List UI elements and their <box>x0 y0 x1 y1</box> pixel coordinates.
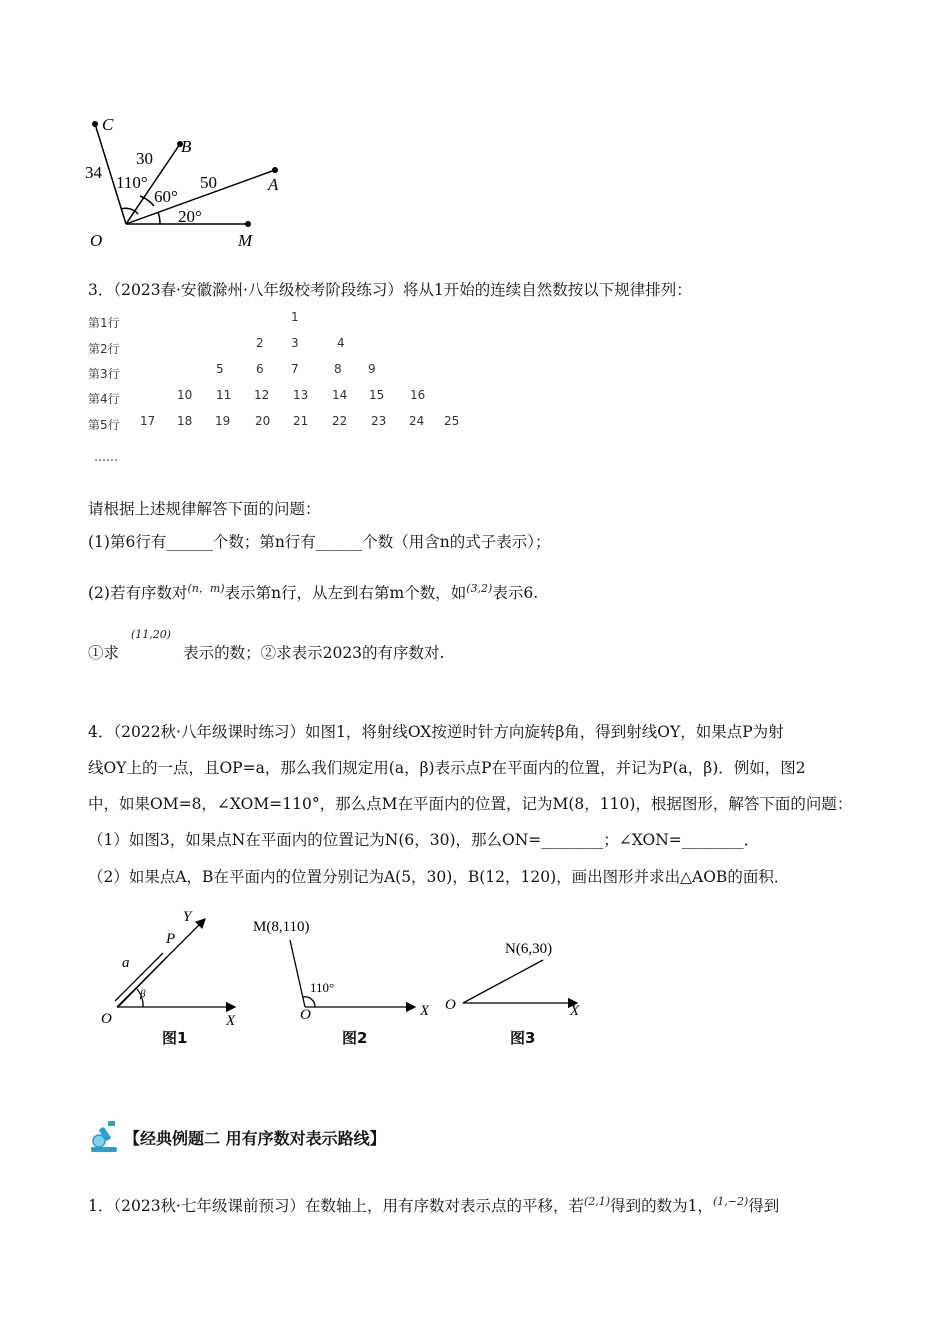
label-34: 34 <box>85 163 102 182</box>
point-c <box>92 121 98 127</box>
q4-line2: 线OY上的一点，且OP=a，那么我们规定用(a，β)表示点P在平面内的位置，并记为P(a，β)．例如，图2 <box>88 759 806 777</box>
fig2-label-x: X <box>420 1003 430 1019</box>
cell-num: 19 <box>215 414 231 428</box>
label-20deg: 20° <box>178 207 202 226</box>
cell-num: 15 <box>369 388 385 402</box>
fig1-label-o: O <box>101 1011 112 1027</box>
microscope-icon <box>88 1120 122 1156</box>
label-60deg: 60° <box>154 187 178 206</box>
row-label: 第5行 <box>88 418 120 432</box>
ordered-pair: (2,1) <box>584 1195 611 1208</box>
number-triangle <box>88 310 488 470</box>
text: (2)若有序数对 <box>88 584 188 603</box>
cell-num: 17 <box>140 414 156 428</box>
fig3-label-x: X <box>570 1003 580 1019</box>
text: 得到 <box>748 1197 780 1216</box>
label-o: O <box>90 231 103 250</box>
point-m <box>245 221 251 227</box>
ordered-pair: (1,−2) <box>712 1195 749 1208</box>
text: ①求 <box>88 644 120 663</box>
ordered-pair: (11,20) <box>131 628 172 641</box>
cell-num: 3 <box>291 336 299 350</box>
q4-line1: 4．（2022秋·八年级课时练习）如图1，将射线OX按逆时针方向旋转β角，得到射线OY，如果点P为射 <box>88 723 784 741</box>
arc-20 <box>158 212 160 224</box>
section-heading: 【经典例题二 用有序数对表示路线】 <box>124 1129 386 1148</box>
fig2-caption: 图2 <box>342 1029 368 1047</box>
cell-num: 11 <box>216 388 232 402</box>
fig1-label-y: Y <box>183 909 192 925</box>
cell-num: 21 <box>293 414 309 428</box>
cell-num: 6 <box>256 362 264 376</box>
text: 表示6. <box>492 584 539 603</box>
cell-num: 7 <box>291 362 299 376</box>
row-label: 第2行 <box>88 342 120 356</box>
cell-num: 13 <box>293 388 309 402</box>
ordered-pair: (n，m) <box>187 582 225 595</box>
row-label: 第4行 <box>88 392 120 406</box>
cell-num: 20 <box>255 414 271 428</box>
cell-num: 14 <box>332 388 348 402</box>
cell-num: 5 <box>216 362 224 376</box>
q3-part2 <box>88 578 538 604</box>
fig1-label-a: a <box>122 955 130 971</box>
fig3-ray-on <box>463 960 543 1003</box>
section2-q1 <box>88 1191 779 1217</box>
label-110deg: 110° <box>116 173 148 192</box>
cell-num: 24 <box>409 414 425 428</box>
text: 表示第n行，从左到右第m个数，如 <box>224 584 467 603</box>
cell-num: 18 <box>177 414 193 428</box>
label-b: B <box>181 137 192 156</box>
cell-num: 2 <box>256 336 264 350</box>
row-label: 第1行 <box>88 316 120 330</box>
row-label: 第3行 <box>88 367 120 381</box>
fig1-label-beta: β <box>140 988 146 1000</box>
fig1-label-p: P <box>166 931 176 947</box>
q4-line5: （2）如果点A，B在平面内的位置分别记为A(5，30)，B(12，120)，画出图形并求出△AOB的面积． <box>88 868 790 886</box>
cell-num: 8 <box>334 362 342 376</box>
ordered-pair: (3,2) <box>466 582 493 595</box>
fig2-label-m: M(8,110) <box>253 919 310 935</box>
fig3-label-o: O <box>445 997 456 1013</box>
cell-num: 9 <box>368 362 376 376</box>
cell-num: 22 <box>332 414 348 428</box>
q3-intro: 请根据上述规律解答下面的问题： <box>88 500 321 518</box>
cell-num: 12 <box>254 388 270 402</box>
text: 1．（2023秋·七年级课前预习）在数轴上，用有序数对表示点的平移，若 <box>88 1197 584 1216</box>
q3-part3 <box>88 628 445 664</box>
fig3-label-n: N(6,30) <box>505 941 553 957</box>
ellipsis: …… <box>94 450 118 464</box>
cell-num: 1 <box>291 310 299 324</box>
fig2-label-o: O <box>300 1007 311 1023</box>
label-50: 50 <box>200 173 217 192</box>
q3-part1: (1)第6行有______个数；第n行有______个数（用含n的式子表示）； <box>88 533 551 551</box>
figures-row <box>95 905 605 1030</box>
q3-title: 3．（2023春·安徽滁州·八年级校考阶段练习）将从1开始的连续自然数按以下规律排列： <box>88 281 692 299</box>
cell-num: 23 <box>371 414 387 428</box>
cell-num: 10 <box>177 388 193 402</box>
label-c: C <box>102 115 114 134</box>
fig2-label-110: 110° <box>310 980 335 995</box>
angle-figure-top <box>80 110 280 255</box>
fig1-label-x: X <box>226 1013 236 1029</box>
q4-line3: 中，如果OM=8，∠XOM=110°，那么点M在平面内的位置，记为M(8，110)，根据图形，解答下面的问题： <box>88 795 853 813</box>
cell-num: 25 <box>444 414 460 428</box>
fig2-ray-om <box>290 940 305 1007</box>
point-a <box>272 167 278 173</box>
label-a: A <box>268 175 279 194</box>
fig1-caption: 图1 <box>162 1029 188 1047</box>
label-m: M <box>238 231 253 250</box>
fig3-caption: 图3 <box>510 1029 536 1047</box>
label-30: 30 <box>136 149 153 168</box>
q4-line4: （1）如图3，如果点N在平面内的位置记为N(6，30)，那么ON=________；∠XON=________． <box>88 831 760 849</box>
cell-num: 4 <box>337 336 345 350</box>
text: 得到的数为1， <box>610 1197 713 1216</box>
cell-num: 16 <box>410 388 426 402</box>
text: 表示的数；②求表示2023的有序数对. <box>183 644 445 663</box>
